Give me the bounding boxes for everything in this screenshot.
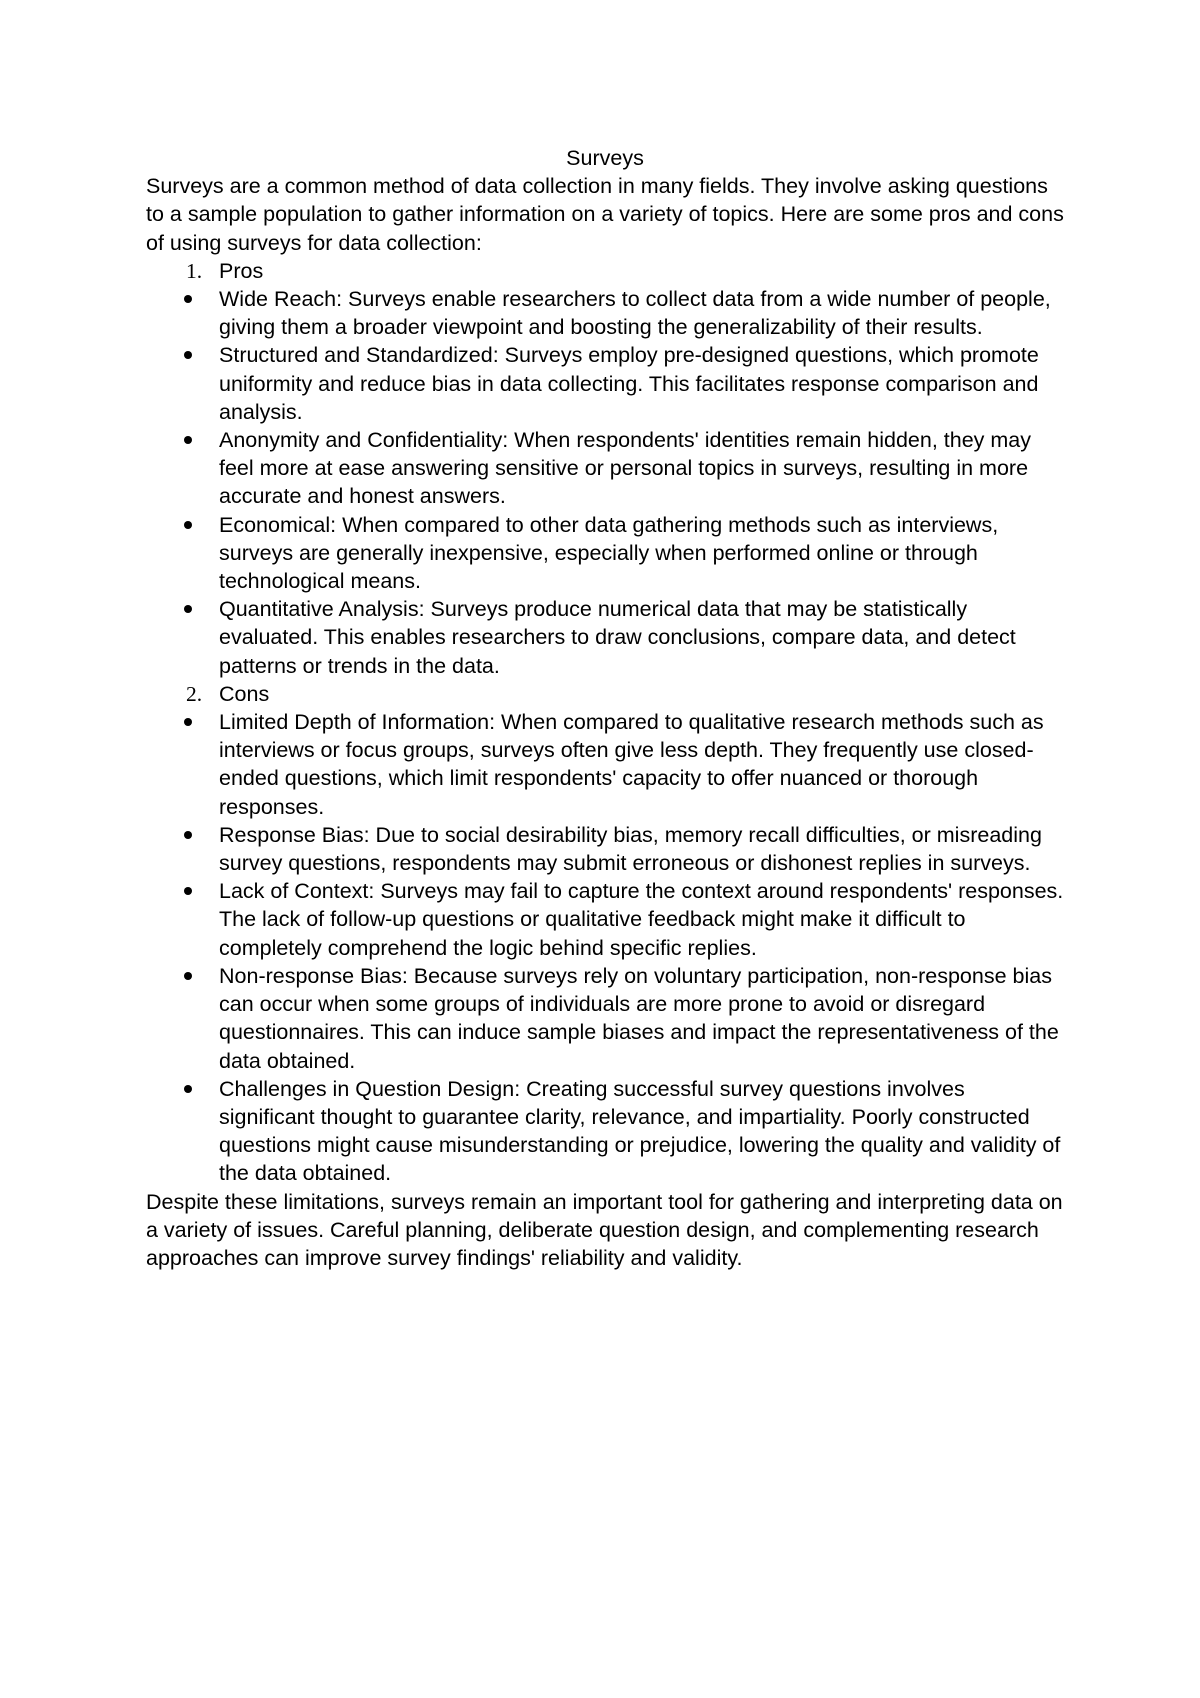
list-item-text: Limited Depth of Information: When compared to qualitative research methods such as interviews or focus groups, surveys often give less depth. They frequently use closed-ended questions, which limit respondents' capacity to offer nuanced or thorough responses. — [219, 710, 1044, 819]
bullet-icon — [184, 831, 192, 839]
list-item-text: Non-response Bias: Because surveys rely on voluntary participation, non-response bias can occur when some groups of individuals are more prone to avoid or disregard questionnaires. This can induce sample biases and impact the representativeness of the data obtained. — [219, 963, 1059, 1073]
section-pros-heading — [146, 257, 1064, 285]
bullet-icon — [184, 521, 192, 529]
bullet-icon — [184, 887, 192, 895]
conclusion-paragraph: Despite these limitations, surveys remain an important tool for gathering and interpreting data on a variety of issues. Careful planning, deliberate question design, and complementing research approaches can improve survey findings' reliability and validity. — [146, 1189, 1063, 1270]
list-item — [146, 962, 1064, 1075]
document-title: Surveys — [566, 146, 644, 170]
list-item — [146, 821, 1064, 877]
list-item — [146, 1075, 1064, 1188]
bullet-icon — [184, 605, 192, 613]
section-number: 2. — [186, 681, 203, 706]
bullet-icon — [184, 436, 192, 444]
section-cons-heading — [146, 680, 1064, 708]
section-heading: Cons — [219, 681, 270, 706]
list-item-text: Lack of Context: Surveys may fail to capture the context around respondents' responses. The lack of follow-up questions or qualitative feedback might make it difficult to completely comprehend the logic behind specific replies. — [219, 879, 1064, 960]
bullet-icon — [184, 295, 192, 303]
list-item-text: Wide Reach: Surveys enable researchers to collect data from a wide number of people, giving them a broader viewpoint and boosting the generalizability of their results. — [219, 287, 1051, 340]
list-item — [146, 708, 1064, 821]
list-item — [146, 877, 1064, 962]
pros-list — [146, 285, 1064, 680]
list-item — [146, 341, 1064, 426]
list-item — [146, 595, 1064, 680]
list-item-text: Quantitative Analysis: Surveys produce numerical data that may be statistically evaluated. This enables researchers to draw conclusions, compare data, and detect patterns or trends in the data. — [219, 597, 1016, 678]
list-item-text: Response Bias: Due to social desirability bias, memory recall difficulties, or misreading survey questions, respondents may submit erroneous or dishonest replies in surveys. — [219, 822, 1042, 876]
intro-paragraph: Surveys are a common method of data collection in many fields. They involve asking questions to a sample population to gather information on a variety of topics. Here are some pros and cons of using surveys for data collection: — [146, 174, 1064, 255]
section-number: 1. — [186, 258, 203, 283]
bullet-icon — [184, 972, 192, 980]
document-page — [146, 144, 1064, 1272]
list-item-text: Challenges in Question Design: Creating successful survey questions involves significant thought to guarantee clarity, relevance, and impartiality. Poorly constructed questions might cause misunderstanding or prejudice, lowering the quality and validity of the data obtained. — [219, 1076, 1061, 1186]
bullet-icon — [184, 351, 192, 359]
bullet-icon — [184, 1085, 192, 1093]
list-item-text: Anonymity and Confidentiality: When respondents' identities remain hidden, they may feel more at ease answering sensitive or personal topics in surveys, resulting in more accurate and honest answers. — [219, 428, 1031, 509]
bullet-icon — [184, 718, 192, 726]
list-item-text: Structured and Standardized: Surveys employ pre-designed questions, which promote uniformity and reduce bias in data collecting. This facilitates response comparison and analysis. — [219, 343, 1039, 424]
list-item-text: Economical: When compared to other data gathering methods such as interviews, surveys are generally inexpensive, especially when performed online or through technological means. — [219, 512, 999, 594]
list-item — [146, 285, 1064, 341]
list-item — [146, 426, 1064, 511]
cons-list — [146, 708, 1064, 1187]
section-heading: Pros — [219, 258, 264, 283]
list-item — [146, 511, 1064, 596]
